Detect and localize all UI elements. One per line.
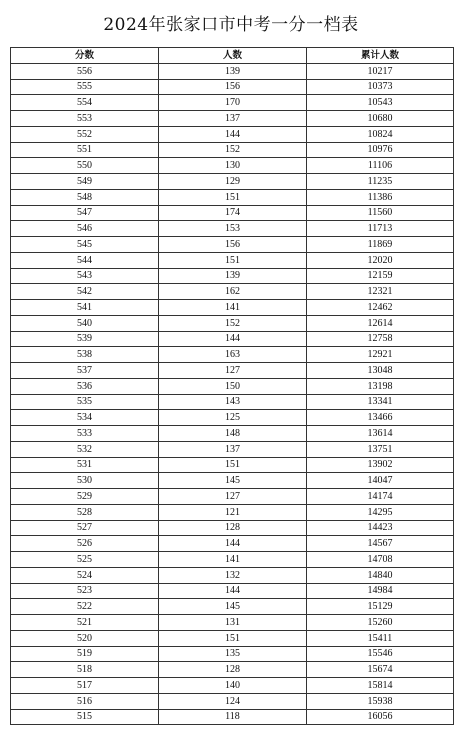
header-count: 人数 (159, 48, 307, 64)
table-row (11, 693, 454, 709)
cell-score: 530 (11, 473, 159, 489)
cell-score: 517 (11, 678, 159, 694)
cell-cumulative: 15814 (307, 678, 454, 694)
cell-count: 131 (159, 615, 307, 631)
table-row (11, 126, 454, 142)
table-row (11, 709, 454, 725)
cell-count: 132 (159, 567, 307, 583)
cell-score: 549 (11, 174, 159, 190)
cell-cumulative: 13048 (307, 363, 454, 379)
table-row (11, 520, 454, 536)
cell-count: 144 (159, 583, 307, 599)
cell-score: 526 (11, 536, 159, 552)
cell-cumulative: 15411 (307, 630, 454, 646)
cell-cumulative: 13198 (307, 378, 454, 394)
table-row (11, 111, 454, 127)
cell-cumulative: 11386 (307, 189, 454, 205)
cell-score: 555 (11, 79, 159, 95)
cell-count: 129 (159, 174, 307, 190)
cell-cumulative: 10543 (307, 95, 454, 111)
cell-count: 148 (159, 426, 307, 442)
cell-count: 125 (159, 410, 307, 426)
table-row (11, 410, 454, 426)
table-row (11, 552, 454, 568)
table-row (11, 189, 454, 205)
cell-score: 538 (11, 347, 159, 363)
cell-cumulative: 12462 (307, 300, 454, 316)
cell-count: 145 (159, 599, 307, 615)
cell-count: 130 (159, 158, 307, 174)
cell-score: 543 (11, 268, 159, 284)
cell-cumulative: 12921 (307, 347, 454, 363)
cell-score: 531 (11, 457, 159, 473)
cell-score: 545 (11, 237, 159, 253)
cell-cumulative: 15260 (307, 615, 454, 631)
cell-cumulative: 14295 (307, 504, 454, 520)
table-row (11, 583, 454, 599)
cell-cumulative: 13341 (307, 394, 454, 410)
cell-count: 151 (159, 457, 307, 473)
table-row (11, 347, 454, 363)
cell-score: 544 (11, 252, 159, 268)
cell-score: 527 (11, 520, 159, 536)
table-row (11, 457, 454, 473)
cell-score: 541 (11, 300, 159, 316)
table-row (11, 158, 454, 174)
table-row (11, 394, 454, 410)
cell-count: 128 (159, 662, 307, 678)
cell-cumulative: 13466 (307, 410, 454, 426)
table-row (11, 284, 454, 300)
table-row (11, 536, 454, 552)
cell-score: 529 (11, 489, 159, 505)
cell-count: 163 (159, 347, 307, 363)
cell-count: 140 (159, 678, 307, 694)
table-row (11, 567, 454, 583)
page-title: 2024年张家口市中考一分一档表 (103, 15, 359, 35)
cell-count: 162 (159, 284, 307, 300)
table-row (11, 300, 454, 316)
cell-count: 174 (159, 205, 307, 221)
table-row (11, 662, 454, 678)
cell-count: 137 (159, 111, 307, 127)
table-row (11, 79, 454, 95)
cell-cumulative: 15674 (307, 662, 454, 678)
cell-count: 127 (159, 489, 307, 505)
table-row (11, 426, 454, 442)
table-row (11, 441, 454, 457)
cell-cumulative: 10824 (307, 126, 454, 142)
table-row (11, 237, 454, 253)
cell-count: 151 (159, 252, 307, 268)
table-row (11, 331, 454, 347)
cell-score: 548 (11, 189, 159, 205)
cell-count: 156 (159, 237, 307, 253)
cell-cumulative: 13751 (307, 441, 454, 457)
cell-count: 139 (159, 268, 307, 284)
cell-count: 152 (159, 315, 307, 331)
table-row (11, 599, 454, 615)
cell-score: 535 (11, 394, 159, 410)
header-score: 分数 (11, 48, 159, 64)
cell-cumulative: 12758 (307, 331, 454, 347)
table-row (11, 205, 454, 221)
table-row (11, 615, 454, 631)
table-row (11, 630, 454, 646)
cell-score: 540 (11, 315, 159, 331)
table-row (11, 221, 454, 237)
cell-score: 547 (11, 205, 159, 221)
cell-count: 135 (159, 646, 307, 662)
cell-score: 518 (11, 662, 159, 678)
table-row (11, 378, 454, 394)
cell-score: 552 (11, 126, 159, 142)
cell-score: 537 (11, 363, 159, 379)
cell-count: 128 (159, 520, 307, 536)
cell-cumulative: 12159 (307, 268, 454, 284)
cell-cumulative: 10680 (307, 111, 454, 127)
table-row (11, 63, 454, 79)
cell-score: 542 (11, 284, 159, 300)
cell-score: 532 (11, 441, 159, 457)
cell-score: 516 (11, 693, 159, 709)
table-body (11, 63, 454, 725)
cell-cumulative: 10976 (307, 142, 454, 158)
cell-count: 156 (159, 79, 307, 95)
cell-score: 524 (11, 567, 159, 583)
cell-score: 520 (11, 630, 159, 646)
cell-cumulative: 13902 (307, 457, 454, 473)
cell-count: 141 (159, 552, 307, 568)
cell-cumulative: 15546 (307, 646, 454, 662)
cell-count: 118 (159, 709, 307, 725)
table-row (11, 646, 454, 662)
cell-count: 141 (159, 300, 307, 316)
cell-score: 523 (11, 583, 159, 599)
table-row (11, 174, 454, 190)
table-row (11, 95, 454, 111)
cell-cumulative: 14174 (307, 489, 454, 505)
cell-cumulative: 12321 (307, 284, 454, 300)
cell-count: 152 (159, 142, 307, 158)
table-header (11, 48, 454, 64)
cell-count: 144 (159, 536, 307, 552)
cell-cumulative: 14047 (307, 473, 454, 489)
table-header-row (11, 48, 454, 64)
cell-score: 546 (11, 221, 159, 237)
cell-cumulative: 11713 (307, 221, 454, 237)
cell-score: 519 (11, 646, 159, 662)
cell-cumulative: 15938 (307, 693, 454, 709)
cell-count: 153 (159, 221, 307, 237)
cell-cumulative: 11869 (307, 237, 454, 253)
cell-count: 151 (159, 189, 307, 205)
cell-score: 554 (11, 95, 159, 111)
cell-count: 145 (159, 473, 307, 489)
cell-score: 534 (11, 410, 159, 426)
cell-count: 121 (159, 504, 307, 520)
table-row (11, 363, 454, 379)
cell-score: 522 (11, 599, 159, 615)
cell-cumulative: 11560 (307, 205, 454, 221)
cell-cumulative: 14708 (307, 552, 454, 568)
cell-cumulative: 10373 (307, 79, 454, 95)
table-row (11, 268, 454, 284)
cell-count: 144 (159, 331, 307, 347)
cell-count: 170 (159, 95, 307, 111)
cell-score: 528 (11, 504, 159, 520)
cell-score: 553 (11, 111, 159, 127)
header-cumulative: 累计人数 (307, 48, 454, 64)
cell-count: 150 (159, 378, 307, 394)
cell-cumulative: 14567 (307, 536, 454, 552)
cell-cumulative: 14984 (307, 583, 454, 599)
cell-cumulative: 13614 (307, 426, 454, 442)
cell-count: 144 (159, 126, 307, 142)
table-row (11, 473, 454, 489)
cell-count: 127 (159, 363, 307, 379)
table-row (11, 489, 454, 505)
cell-score: 550 (11, 158, 159, 174)
cell-cumulative: 14840 (307, 567, 454, 583)
cell-score: 536 (11, 378, 159, 394)
table-row (11, 142, 454, 158)
cell-count: 139 (159, 63, 307, 79)
table-row (11, 678, 454, 694)
cell-score: 556 (11, 63, 159, 79)
cell-cumulative: 12020 (307, 252, 454, 268)
cell-score: 533 (11, 426, 159, 442)
cell-cumulative: 11106 (307, 158, 454, 174)
table-row (11, 504, 454, 520)
cell-cumulative: 10217 (307, 63, 454, 79)
cell-score: 515 (11, 709, 159, 725)
cell-score: 551 (11, 142, 159, 158)
cell-count: 143 (159, 394, 307, 410)
cell-count: 137 (159, 441, 307, 457)
cell-score: 521 (11, 615, 159, 631)
cell-count: 124 (159, 693, 307, 709)
cell-score: 525 (11, 552, 159, 568)
cell-score: 539 (11, 331, 159, 347)
table-row (11, 252, 454, 268)
cell-cumulative: 16056 (307, 709, 454, 725)
cell-cumulative: 14423 (307, 520, 454, 536)
cell-cumulative: 11235 (307, 174, 454, 190)
cell-count: 151 (159, 630, 307, 646)
cell-cumulative: 12614 (307, 315, 454, 331)
score-distribution-table (10, 47, 454, 725)
table-row (11, 315, 454, 331)
cell-cumulative: 15129 (307, 599, 454, 615)
